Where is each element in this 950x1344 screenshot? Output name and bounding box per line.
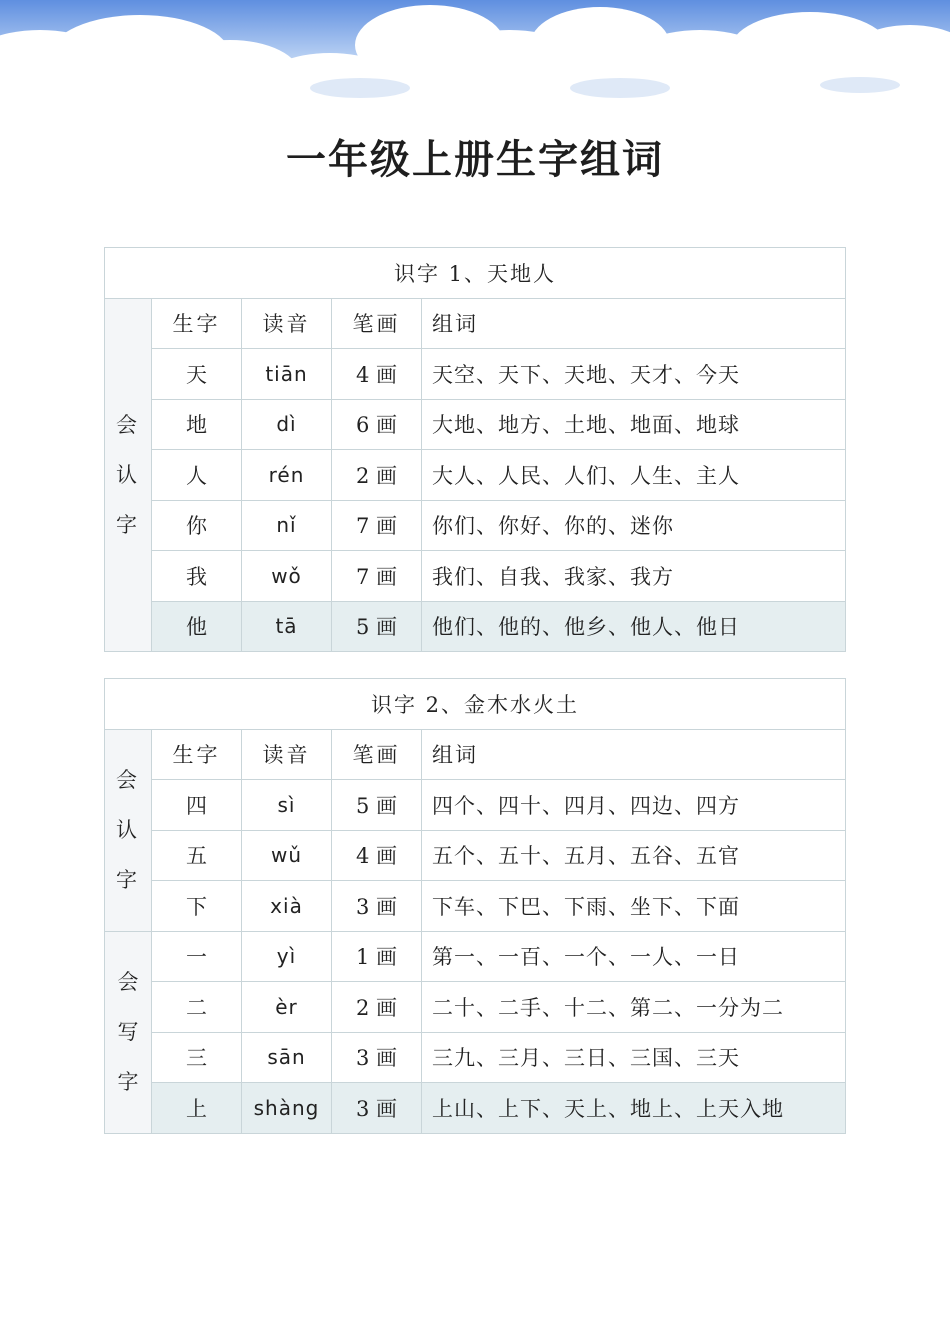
word-list-cell: 三九、三月、三日、三国、三天	[422, 1032, 846, 1083]
table-row	[105, 1032, 846, 1083]
stroke-count-cell: 2 画	[332, 450, 422, 501]
header-cell: 读音	[242, 298, 332, 349]
word-list-cell: 第一、一百、一个、一人、一日	[422, 931, 846, 982]
table-caption-row	[105, 679, 846, 730]
table-caption-row	[105, 248, 846, 299]
word-list-cell: 上山、上下、天上、地上、上天入地	[422, 1083, 846, 1134]
pinyin-cell: nǐ	[242, 500, 332, 551]
character-cell: 你	[152, 500, 242, 551]
table-row	[105, 399, 846, 450]
header-cell: 读音	[242, 729, 332, 780]
table-caption: 识字 1、天地人	[105, 248, 846, 299]
word-list-cell: 我们、自我、我家、我方	[422, 551, 846, 602]
group-label	[105, 729, 152, 931]
table-row	[105, 881, 846, 932]
table-lesson-1	[104, 247, 846, 652]
pinyin-cell: shàng	[242, 1083, 332, 1134]
pinyin-cell: yì	[242, 931, 332, 982]
character-cell: 我	[152, 551, 242, 602]
character-cell: 五	[152, 830, 242, 881]
header-cell: 组词	[422, 298, 846, 349]
stroke-count-cell: 6 画	[332, 399, 422, 450]
character-cell: 下	[152, 881, 242, 932]
group-label-char: 会	[116, 412, 140, 437]
pinyin-cell: tiān	[242, 349, 332, 400]
table-header-row	[105, 298, 846, 349]
header-cell: 生字	[152, 298, 242, 349]
group-label-text	[105, 957, 151, 1107]
pinyin-cell: rén	[242, 450, 332, 501]
group-label-char: 字	[117, 1070, 139, 1094]
table-row	[105, 982, 846, 1033]
pinyin-cell: dì	[242, 399, 332, 450]
group-label-char: 字	[116, 512, 140, 537]
group-label-char: 认	[116, 462, 140, 487]
table-row	[105, 349, 846, 400]
character-cell: 地	[152, 399, 242, 450]
pinyin-cell: sì	[242, 780, 332, 831]
table-row	[105, 601, 846, 652]
table-row	[105, 500, 846, 551]
table-row	[105, 931, 846, 982]
stroke-count-cell: 5 画	[332, 780, 422, 831]
table-row	[105, 1083, 846, 1134]
stroke-count-cell: 4 画	[332, 349, 422, 400]
word-list-cell: 大人、人民、人们、人生、主人	[422, 450, 846, 501]
sky-banner	[0, 0, 950, 110]
character-cell: 上	[152, 1083, 242, 1134]
pinyin-cell: èr	[242, 982, 332, 1033]
table-header-row	[105, 729, 846, 780]
stroke-count-cell: 4 画	[332, 830, 422, 881]
group-label-char: 会	[116, 768, 140, 792]
group-label-text	[105, 400, 151, 550]
stroke-count-cell: 1 画	[332, 931, 422, 982]
header-cell: 组词	[422, 729, 846, 780]
table-caption: 识字 2、金木水火土	[105, 679, 846, 730]
group-label-text	[105, 755, 151, 905]
cloud-banner-graphic	[0, 0, 950, 110]
stroke-count-cell: 7 画	[332, 551, 422, 602]
header-cell: 生字	[152, 729, 242, 780]
pinyin-cell: wǒ	[242, 551, 332, 602]
word-list-cell: 他们、他的、他乡、他人、他日	[422, 601, 846, 652]
character-cell: 天	[152, 349, 242, 400]
group-label-char: 认	[116, 818, 140, 842]
group-label	[105, 931, 152, 1133]
word-list-cell: 四个、四十、四月、四边、四方	[422, 780, 846, 831]
group-label-char: 写	[117, 1020, 139, 1044]
character-cell: 三	[152, 1032, 242, 1083]
group-label-char: 字	[116, 868, 140, 892]
pinyin-cell: xià	[242, 881, 332, 932]
header-cell: 笔画	[332, 729, 422, 780]
character-cell: 一	[152, 931, 242, 982]
stroke-count-cell: 3 画	[332, 1032, 422, 1083]
group-label	[105, 298, 152, 652]
group-label-char: 会	[117, 970, 139, 994]
stroke-count-cell: 2 画	[332, 982, 422, 1033]
table-row	[105, 780, 846, 831]
stroke-count-cell: 3 画	[332, 1083, 422, 1134]
word-list-cell: 二十、二手、十二、第二、一分为二	[422, 982, 846, 1033]
character-cell: 四	[152, 780, 242, 831]
word-list-cell: 天空、天下、天地、天才、今天	[422, 349, 846, 400]
table-row	[105, 450, 846, 501]
pinyin-cell: sān	[242, 1032, 332, 1083]
stroke-count-cell: 3 画	[332, 881, 422, 932]
table-row	[105, 830, 846, 881]
table-row	[105, 551, 846, 602]
character-cell: 他	[152, 601, 242, 652]
pinyin-cell: tā	[242, 601, 332, 652]
character-cell: 二	[152, 982, 242, 1033]
word-list-cell: 五个、五十、五月、五谷、五官	[422, 830, 846, 881]
pinyin-cell: wǔ	[242, 830, 332, 881]
character-cell: 人	[152, 450, 242, 501]
table-lesson-2	[104, 678, 846, 1134]
stroke-count-cell: 7 画	[332, 500, 422, 551]
word-list-cell: 下车、下巴、下雨、坐下、下面	[422, 881, 846, 932]
word-list-cell: 大地、地方、土地、地面、地球	[422, 399, 846, 450]
stroke-count-cell: 5 画	[332, 601, 422, 652]
page-title: 一年级上册生字组词	[286, 137, 664, 183]
word-list-cell: 你们、你好、你的、迷你	[422, 500, 846, 551]
header-cell: 笔画	[332, 298, 422, 349]
